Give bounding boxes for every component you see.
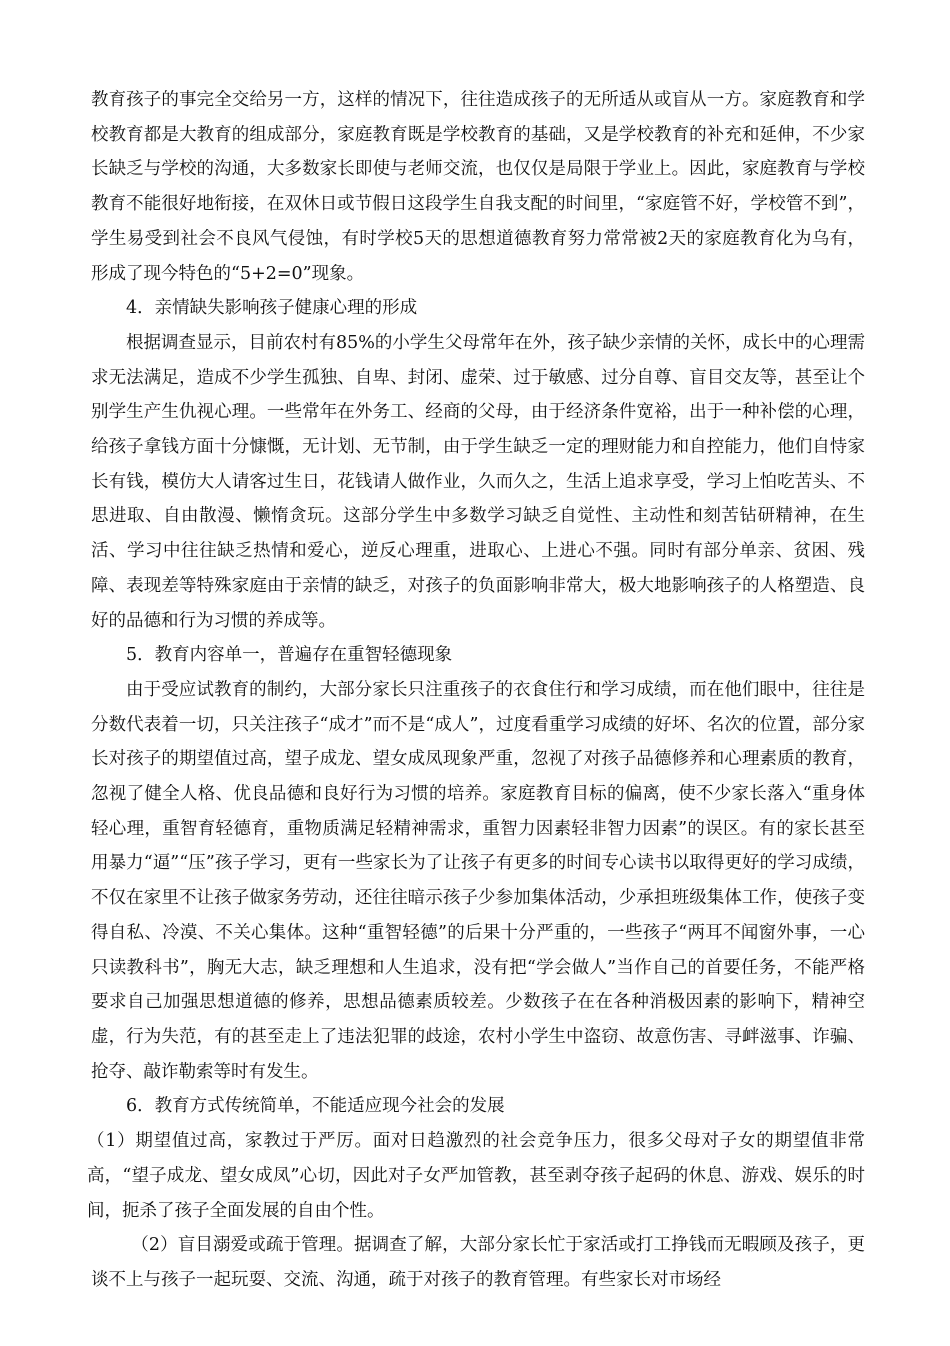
paragraph-content-single: 由于受应试教育的制约，大部分家长只注重孩子的衣食住行和学习成绩，而在他们眼中，往往是分数代表着一切，只关注孩子“成才”而不是“成人”，过度看重学习成绩的好坏、名次的位置，部分家长对孩子的期望值过高，望子成龙、望女成凤现象严重，忽视了对孩子品德修养和心理素质的教育，忽视了健全人格、优良品德和良好行为习惯的培养。家庭教育目标的偏离，使不少家长落入“重身体轻心理，重智育轻德育，重物质满足轻精神需求，重智力因素轻非智力因素”的误区。有的家长甚至用暴力“逼”“压”孩子学习，更有一些家长为了让孩子有更多的时间专心读书以取得更好的学习成绩，不仅在家里不让孩子做家务劳动，还往往暗示孩子少参加集体活动，少承担班级集体工作，使孩子变得自私、冷漠、不关心集体。这种“重智轻德”的后果十分严重的，一些孩子“两耳不闻窗外事，一心只读教科书”，胸无大志，缺乏理想和人生追求，没有把“学会做人”当作自己的首要任务，不能严格要求自己加强思想道德的修养，思想品德素质较差。少数孩子在在各种消极因素的影响下，精神空虚，行为失范，有的甚至走上了违法犯罪的歧途，农村小学生中盗窃、故意伤害、寻衅滋事、诈骗、抢夺、敲诈勒索等时有发生。 (91, 679, 865, 1082)
section-heading-5: 5．教育内容单一，普遍存在重智轻德现象 (126, 645, 453, 666)
document-page (87, 83, 865, 1298)
paragraph-continuation: 教育孩子的事完全交给另一方，这样的情况下，往往造成孩子的无所适从或盲从一方。家庭教育和学校教育都是大教育的组成部分，家庭教育既是学校教育的基础，又是学校教育的补充和延伸，不少家长缺乏与学校的沟通，大多数家长即使与老师交流，也仅仅是局限于学业上。因此，家庭教育与学校教育不能很好地衔接，在双休日或节假日这段学生自我支配的时间里，“家庭管不好，学校管不到”，学生易受到社会不良风气侵蚀，有时学校5天的思想道德教育努力常常被2天的家庭教育化为乌有，形成了现今特色的“5+2=0”现象。 (91, 90, 865, 284)
list-item-expectations: （1）期望值过高，家教过于严厉。面对日趋激烈的社会竞争压力，很多父母对子女的期望值非常高，“望子成龙、望女成凤”心切，因此对子女严加管教，甚至剥夺孩子起码的休息、游戏、娱乐的时间，扼杀了孩子全面发展的自由个性。 (87, 1131, 865, 1221)
list-item-spoiling: （2）盲目溺爱或疏于管理。据调查了解，大部分家长忙于家活或打工挣钱而无暇顾及孩子，更谈不上与孩子一起玩耍、交流、沟通，疏于对孩子的教育管理。有些家长对市场经 (91, 1235, 865, 1290)
section-heading-6: 6．教育方式传统简单，不能适应现今社会的发展 (126, 1096, 505, 1117)
section-heading-4: 4．亲情缺失影响孩子健康心理的形成 (126, 298, 418, 319)
paragraph-emotional-absence: 根据调查显示，目前农村有85%的小学生父母常年在外，孩子缺少亲情的关怀，成长中的心理需求无法满足，造成不少学生孤独、自卑、封闭、虚荣、过于敏感、过分自尊、盲目交友等，甚至让个别学生产生仇视心理。一些常年在外务工、经商的父母，由于经济条件宽裕，出于一种补偿的心理，给孩子拿钱方面十分慷慨，无计划、无节制，由于学生缺乏一定的理财能力和自控能力，他们自恃家长有钱，模仿大人请客过生日，花钱请人做作业，久而久之，生活上追求享受，学习上怕吃苦头、不思进取、自由散漫、懒惰贪玩。这部分学生中多数学习缺乏自觉性、主动性和刻苦钻研精神，在生活、学习中往往缺乏热情和爱心，逆反心理重，进取心、上进心不强。同时有部分单亲、贫困、残障、表现差等特殊家庭由于亲情的缺乏，对孩子的负面影响非常大，极大地影响孩子的人格塑造、良好的品德和行为习惯的养成等。 (91, 332, 865, 631)
